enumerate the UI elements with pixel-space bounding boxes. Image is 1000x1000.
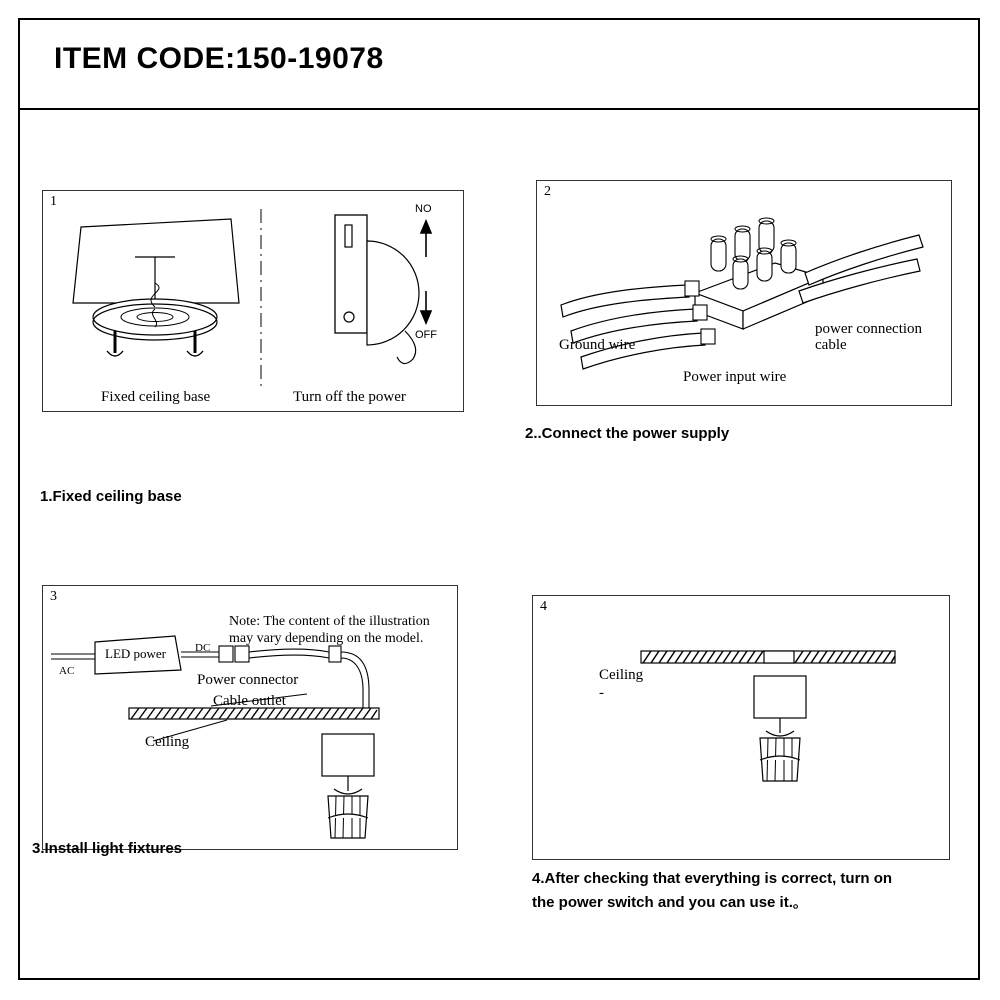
step-2-panel — [536, 180, 952, 406]
step-2-power-input-wire-label: Power input wire — [683, 369, 787, 385]
step-4-number: 4 — [540, 599, 547, 614]
step-3-caption: 3.Install light fixtures — [32, 840, 183, 857]
step-3-cable-outlet-label: Cable outlet — [213, 693, 286, 709]
instruction-sheet — [18, 18, 980, 980]
item-code-title: ITEM CODE:150-19078 — [54, 42, 384, 75]
step-2-caption: 2..Connect the power supply — [525, 425, 730, 442]
step-3-note-line1: Note: The content of the illustration — [229, 614, 430, 629]
step-1-left-label: Fixed ceiling base — [101, 389, 211, 405]
step-4-ceiling-label: Ceiling — [599, 667, 644, 683]
step-2-ground-wire-label: Ground wire — [559, 337, 636, 353]
step-1-caption: 1.Fixed ceiling base — [40, 488, 182, 505]
step-4-illustration — [533, 596, 951, 861]
step-4-caption-line1: 4.After checking that everything is correct, turn on — [532, 870, 893, 887]
step-3-number: 3 — [50, 589, 57, 604]
header-bar — [20, 20, 978, 110]
step-1-switch-off-label: OFF — [415, 329, 437, 341]
step-4-panel — [532, 595, 950, 860]
step-4-caption-line2: the power switch and you can use it.。 — [532, 894, 808, 911]
step-3-ac-label: AC — [59, 665, 75, 677]
step-1-illustration — [43, 191, 465, 413]
step-3-power-connector-label: Power connector — [197, 672, 299, 688]
step-1-right-label: Turn off the power — [293, 389, 406, 405]
step-2-number: 2 — [544, 184, 551, 199]
step-2-power-connection-cable-label-line2: cable — [815, 337, 847, 353]
step-3-dc-label: DC — [195, 642, 211, 654]
step-1-number: 1 — [50, 194, 57, 209]
step-4-dash-label: - — [599, 685, 604, 701]
step-1-panel — [42, 190, 464, 412]
step-2-power-connection-cable-label-line1: power connection — [815, 321, 923, 337]
step-1-switch-on-label: NO — [415, 203, 432, 215]
step-3-panel — [42, 585, 458, 850]
step-3-led-power-label: LED power — [105, 646, 167, 661]
step-3-note-line2: may vary depending on the model. — [229, 631, 424, 646]
step-3-ceiling-label: Ceiling — [145, 734, 190, 750]
